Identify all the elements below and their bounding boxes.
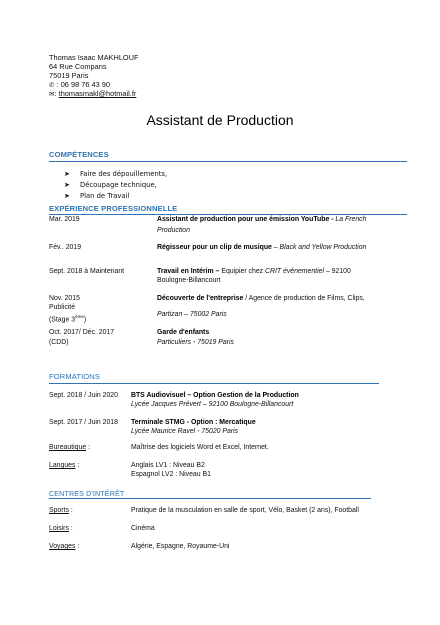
bureautique-label: Bureautique :	[49, 444, 91, 451]
section-formations-heading: FORMATIONS	[49, 372, 101, 381]
experience-date-note: (Stage 3ème)	[49, 314, 87, 324]
section-divider	[49, 161, 407, 162]
formation-detail: Lycée Jacques Prévert – 92100 Boulogne-Billancourt	[131, 401, 294, 408]
experience-title-line: Assistant de production pour une émission YouTube - La French	[157, 216, 367, 223]
experience-date-note: Publicité	[49, 304, 76, 311]
skill-item: ➤ Découpage technique,	[64, 181, 157, 189]
langues-label: Langues :	[49, 462, 80, 469]
interest-value: Cinéma	[131, 525, 155, 532]
arrow-bullet-icon: ➤	[64, 181, 70, 189]
experience-title-line: Garde d'enfants	[157, 329, 210, 336]
experience-date-note: (CDD)	[49, 339, 69, 346]
section-experience-heading: EXPÉRIENCE PROFESSIONNELLE	[49, 204, 178, 213]
contact-name: Thomas Isaac MAKHLOUF	[49, 53, 139, 62]
section-divider	[49, 383, 379, 384]
experience-detail: Particuliers - 75019 Paris	[157, 339, 234, 346]
phone-icon: ✆	[49, 82, 55, 89]
arrow-bullet-icon: ➤	[64, 170, 70, 178]
interest-value: Algérie, Espagne, Royaume-Uni	[131, 543, 230, 550]
section-interets-heading: CENTRES D'INTÉRÊT	[49, 489, 125, 498]
skill-item: ➤ Faire des dépouillements,	[64, 170, 168, 178]
experience-title-line: Découverte de l'entreprise / Agence de production de Films, Clips,	[157, 295, 365, 302]
experience-date: Mar. 2019	[49, 216, 80, 223]
experience-detail: Partizan – 75002 Paris	[157, 311, 227, 318]
interest-label: Loisirs :	[49, 525, 73, 532]
arrow-bullet-icon: ➤	[64, 192, 70, 200]
formation-date: Sept. 2018 / Juin 2020	[49, 392, 118, 399]
experience-date: Sept. 2018 à Maintenant	[49, 268, 125, 275]
contact-city: 75019 Paris	[49, 71, 89, 80]
langues-value: Anglais LV1 : Niveau B2	[131, 462, 205, 469]
langues-value: Espagnol LV2 : Niveau B1	[131, 471, 211, 478]
bureautique-value: Maîtrise des logiciels Word et Excel, Internet.	[131, 444, 269, 451]
contact-phone: : 06 98 76 43 90	[56, 80, 111, 89]
email-icon: ✉	[49, 91, 55, 98]
contact-email-link[interactable]: thomasmakl@hotmail.fr	[58, 89, 137, 98]
experience-date: Oct. 2017/ Déc. 2017	[49, 329, 115, 336]
section-divider	[49, 498, 371, 499]
experience-date: Nov. 2015	[49, 295, 80, 302]
experience-date: Fév.. 2019	[49, 244, 82, 251]
contact-email-line	[49, 89, 136, 100]
section-competences-heading: COMPÉTENCES	[49, 150, 109, 159]
experience-detail: Boulogne-Billancourt	[157, 277, 221, 284]
interest-label: Sports :	[49, 507, 73, 514]
email-prefix: :	[54, 89, 59, 98]
interest-value: Pratique de la musculation en salle de sport, Vélo, Basket (2 ans), Football	[131, 507, 359, 514]
page-title: Assistant de Production	[146, 112, 294, 128]
formation-title: Terminale STMG - Option : Mercatique	[131, 419, 256, 426]
contact-street: 64 Rue Compans	[49, 62, 107, 71]
formation-date: Sept. 2017 / Juin 2018	[49, 419, 118, 426]
formation-title: BTS Audiovisuel – Option Gestion de la Production	[131, 392, 299, 399]
formation-detail: Lycée Maurice Ravel - 75020 Paris	[131, 428, 239, 435]
interest-label: Voyages :	[49, 543, 80, 550]
experience-detail: Production	[157, 227, 190, 234]
experience-title-line: Régisseur pour un clip de musique – Black and Yellow Production	[157, 244, 367, 251]
experience-title-line: Travail en Intérim – Equipier chez CRIT événementiel – 92100	[157, 268, 351, 275]
skill-item: ➤ Plan de Travail	[64, 192, 130, 200]
